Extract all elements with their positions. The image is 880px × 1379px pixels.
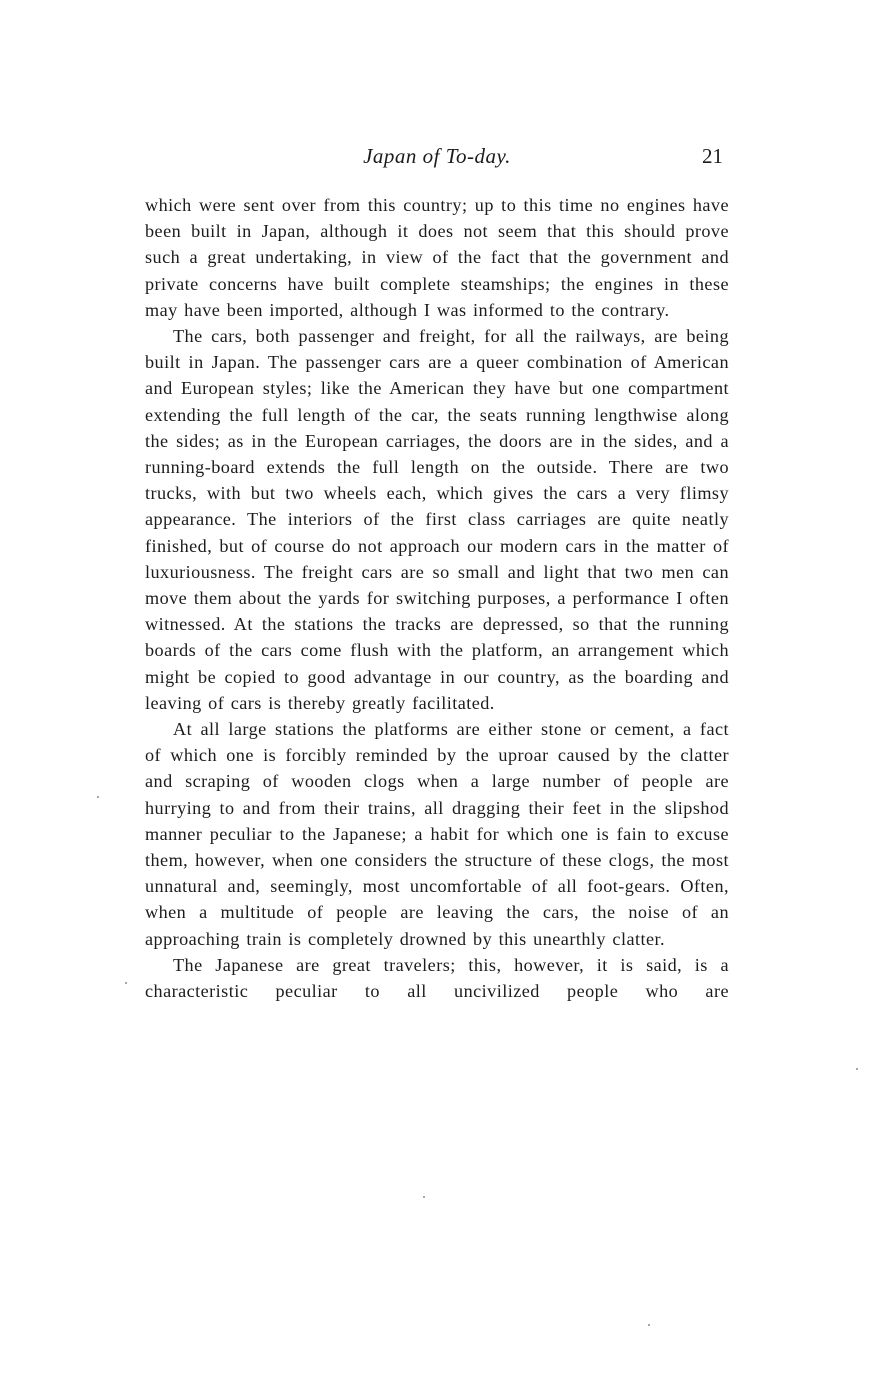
paragraph-2: The cars, both passenger and freight, for all the railways, are being built in Japan. The passenger cars are a queer combination of American and European styles; like the American they have but one compartment extending the full length of the car, the seats running lengthwise along the sides; as in the European carriages, the doors are in the sides, and a running-board extends the full length on the outside. There are two trucks, with but two wheels each, which gives the cars a very flimsy appearance. The interiors of the first class carriages are quite neatly finished, but of course do not approach our modern cars in the matter of luxuriousness. The freight cars are so small and light that two men can move them about the yards for switching purposes, a performance I often witnessed. At the stations the tracks are depressed, so that the running boards of the cars come flush with the platform, an arrangement which might be copied to good advantage in our country, as the boarding and leaving of cars is thereby greatly facilitated. [145,326,729,713]
paragraph-4: The Japanese are great travelers; this, however, it is said, is a characteristic peculiar to all uncivilized people who are [145,954,729,1002]
paper-speck [856,1068,858,1070]
body-text [145,192,729,1004]
paper-speck [648,1324,650,1326]
running-title: Japan of To-day. [363,144,511,168]
page-number: 21 [702,144,723,168]
paragraph-3: At all large stations the platforms are either stone or cement, a fact of which one is forcibly reminded by the uproar caused by the clatter and scraping of wooden clogs when a large number of people are hurrying to and from their trains, all dragging their feet in the slipshod manner peculiar to the Japanese; a habit for which one is fain to excuse them, however, when one considers the structure of these clogs, the most unnatural and, seemingly, most uncomfortable of all foot-gears. Often, when a multitude of people are leaving the cars, the noise of an approaching train is completely drowned by this unearthly clatter. [145,719,729,949]
paper-speck [97,796,99,798]
running-head [145,144,729,174]
paper-speck [125,982,127,984]
paragraph-1: which were sent over from this country; up to this time no engines have been built in Japan, although it does not seem that this should prove such a great undertaking, in view of the fact that the government and private concerns have built complete steamships; the engines in these may have been imported, although I was informed to the contrary. [145,195,729,320]
paper-speck [423,1196,425,1198]
